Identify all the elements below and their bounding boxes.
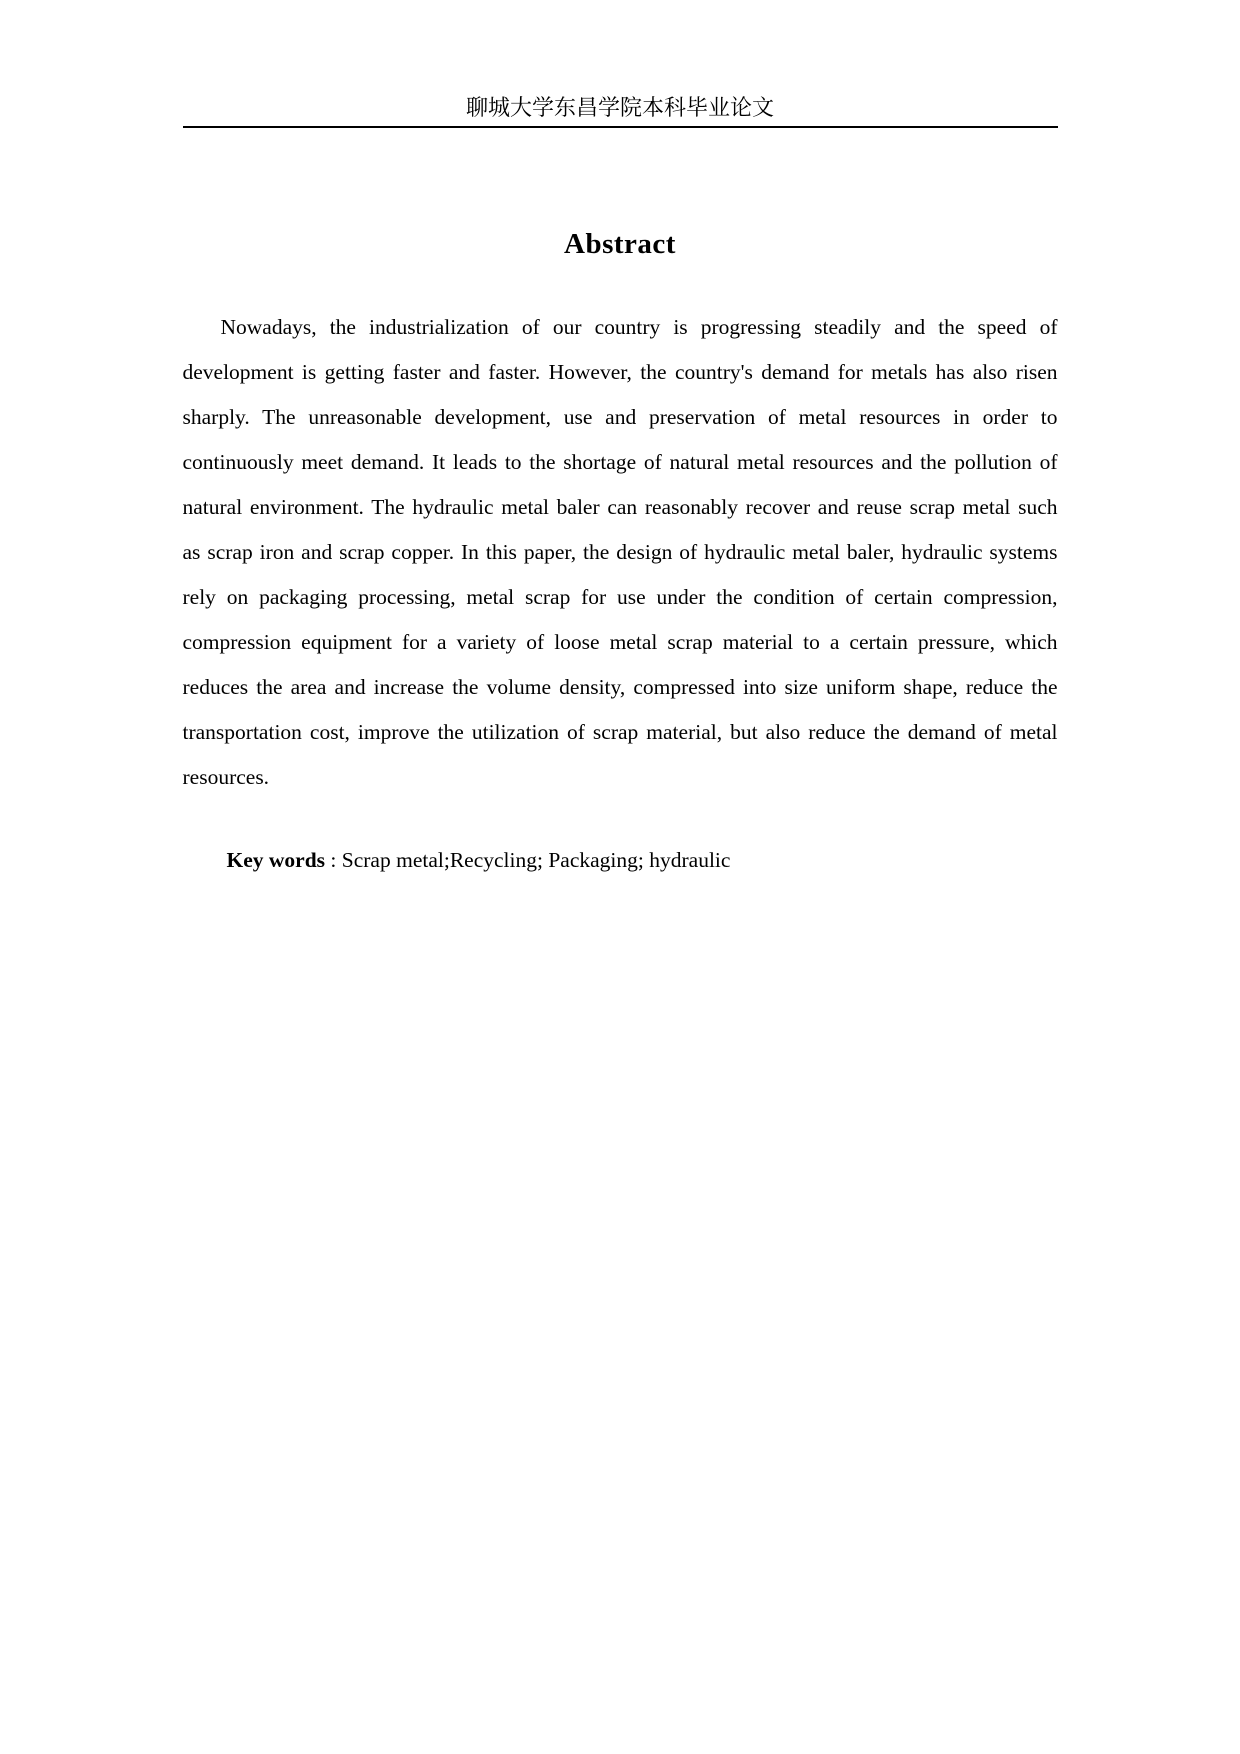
keywords-text: : Scrap metal;Recycling; Packaging; hydraulic xyxy=(325,848,731,872)
keywords-line xyxy=(183,838,1058,883)
section-title: Abstract xyxy=(564,228,676,260)
abstract-paragraph: Nowadays, the industrialization of our country is progressing steadily and the speed of development is getting faster and faster. However, the country's demand for metals has also risen sharply. The unreasonable development, use and preservation of metal resources in order to continuously meet demand. It leads to the shortage of natural metal resources and the pollution of natural environment. The hydraulic metal baler can reasonably recover and reuse scrap metal such as scrap iron and scrap copper. In this paper, the design of hydraulic metal baler, hydraulic systems rely on packaging processing, metal scrap for use under the condition of certain compression, compression equipment for a variety of loose metal scrap material to a certain pressure, which reduces the area and increase the volume density, compressed into size uniform shape, reduce the transportation cost, improve the utilization of scrap material, but also reduce the demand of metal resources. xyxy=(182,315,1058,789)
keywords-label: Key words xyxy=(226,848,326,872)
abstract-section xyxy=(183,225,1058,883)
page-header xyxy=(183,94,1058,128)
header-title: 聊城大学东昌学院本科毕业论文 xyxy=(465,95,774,120)
